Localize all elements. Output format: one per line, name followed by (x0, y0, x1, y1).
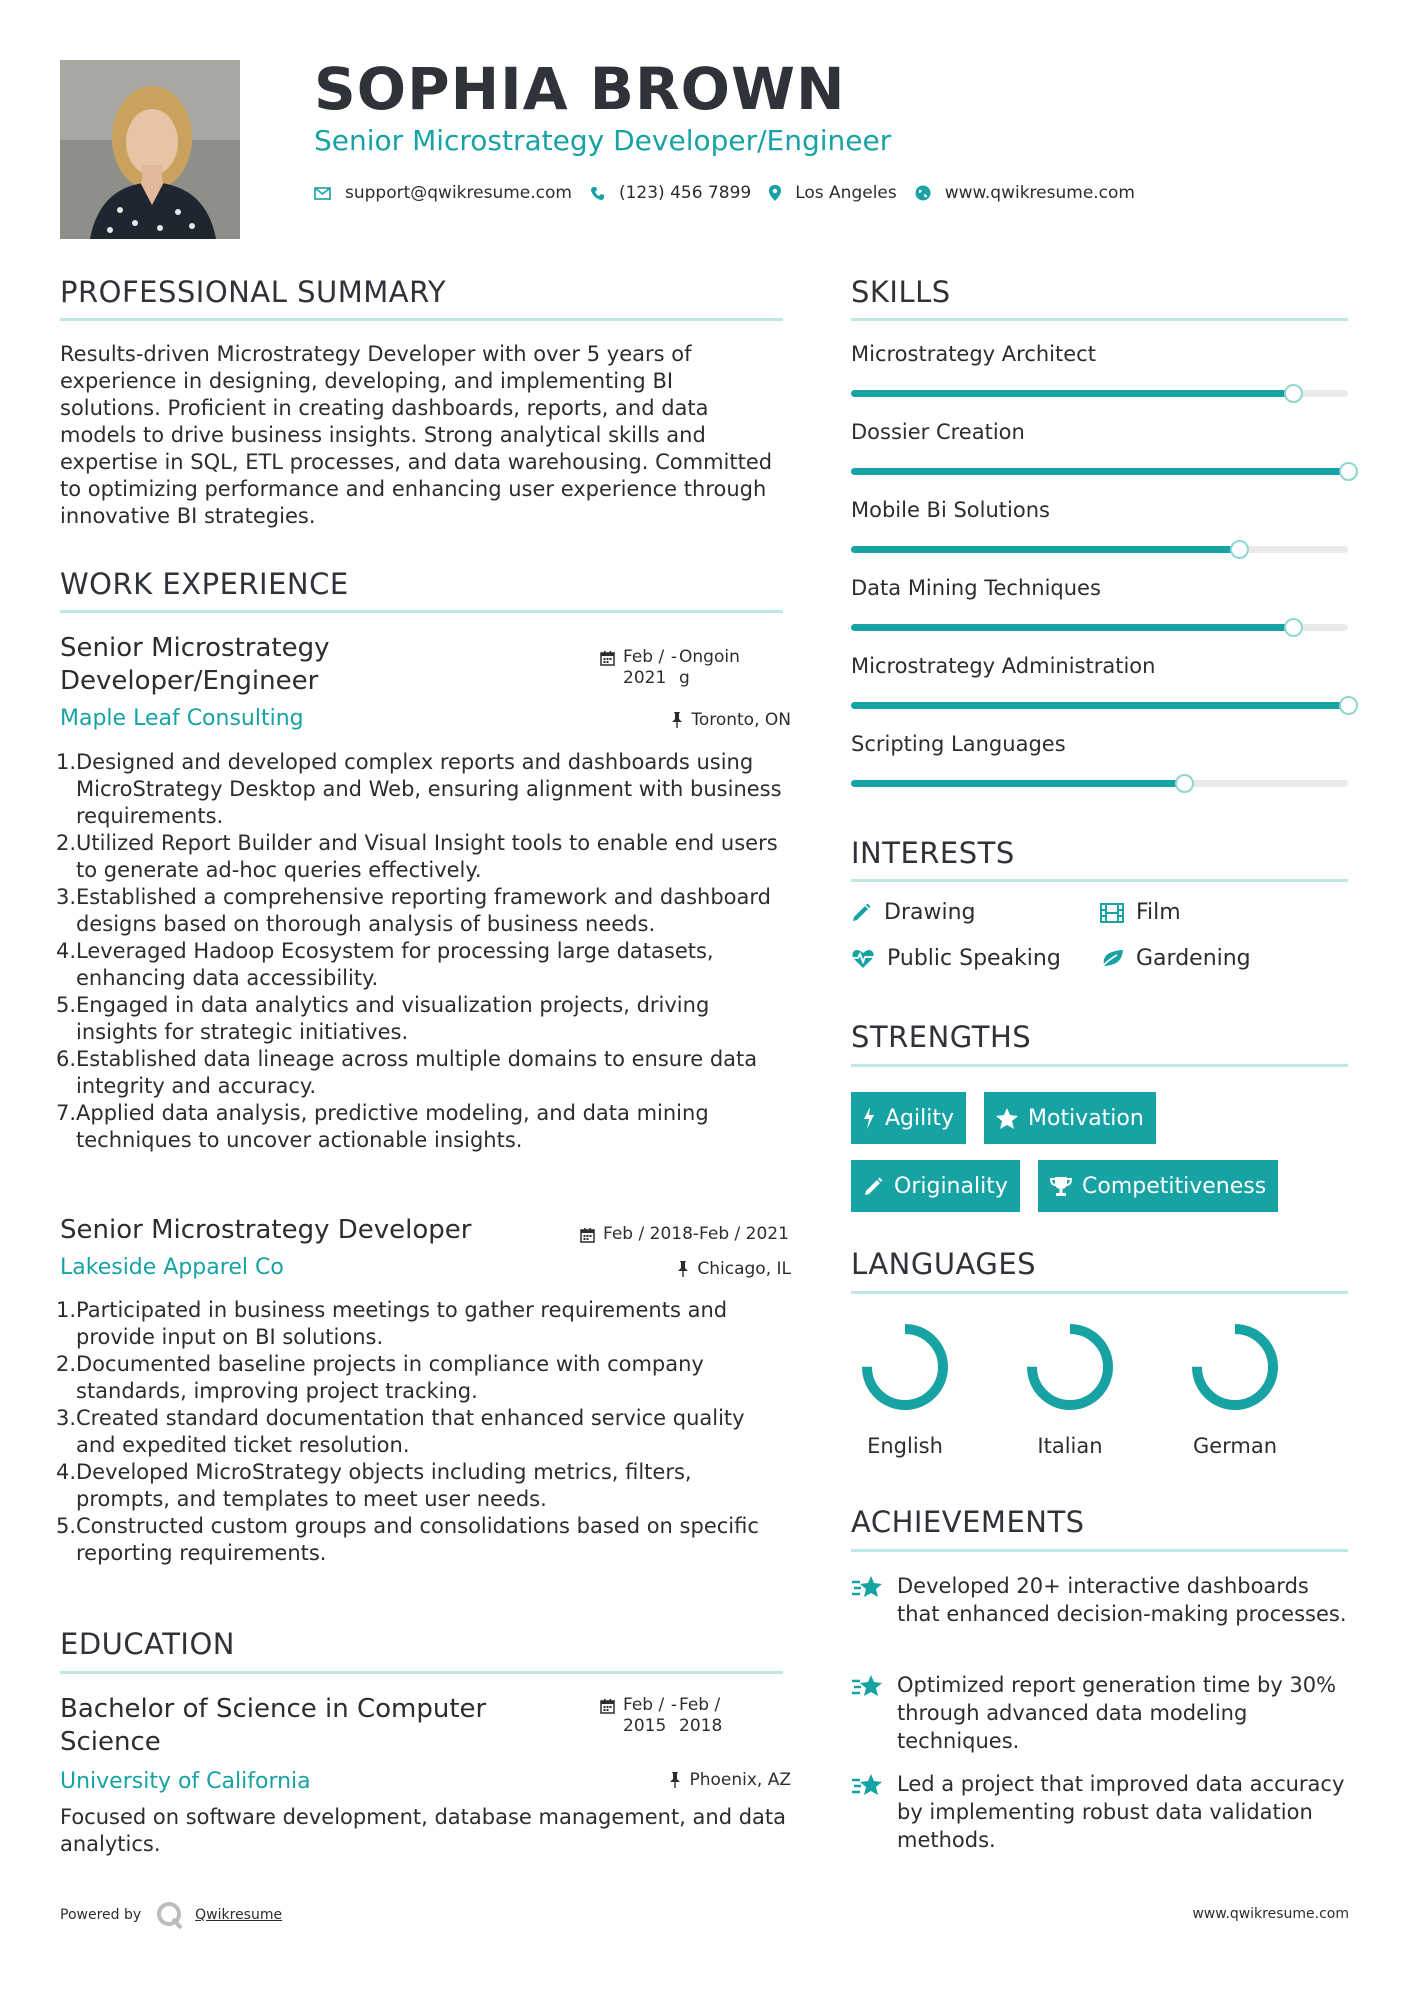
strength-label: Motivation (1028, 1105, 1144, 1131)
contact-bar (314, 178, 1153, 208)
education-description: Focused on software development, database management, and data analytics. (60, 1805, 787, 1856)
list-item: 7. Applied data analysis, predictive modeling, and data mining techniques to uncover actionable insights. (56, 1101, 709, 1152)
list-item: 1. Designed and developed complex reports and dashboards using MicroStrategy Desktop and Web, ensuring alignment with business requirements. (56, 750, 782, 828)
skill-bar (851, 468, 1348, 475)
calendar-icon (600, 1698, 615, 1714)
list-item: 5. Constructed custom groups and consolidations based on specific reporting requirements. (56, 1514, 759, 1565)
languages-divider (851, 1291, 1348, 1294)
achievement-text: Optimized report generation time by 30% through advanced data modeling techniques. (897, 1673, 1337, 1753)
brand-link[interactable]: Qwikresume (195, 1907, 283, 1923)
map-pin-icon (769, 185, 781, 201)
language-label: Italian (1037, 1434, 1103, 1458)
summary-text: Results-driven Microstrategy Developer with over 5 years of experience in designing, developing, and implementing BI solutions. Proficient in creating dashboards, reports, and data models to drive business insights. Strong analytical skills and expertise in SQL, ETL processes, and data warehousing. Committed to optimizing performance and enhancing user experience through innovative BI strategies. (60, 342, 773, 528)
film-icon (1100, 903, 1124, 923)
skill-label: Data Mining Techniques (851, 576, 1101, 600)
education-date-start: Feb / 2015 (623, 1695, 667, 1736)
pushpin-icon (669, 1772, 681, 1788)
interest-label: Public Speaking (887, 946, 1061, 971)
star-icon (996, 1108, 1018, 1129)
languages-heading: LANGUAGES (851, 1247, 1037, 1281)
strength-badge-competitiveness (1038, 1160, 1278, 1212)
skill-bar (851, 546, 1348, 553)
language-ring (1180, 1312, 1290, 1422)
strength-label: Originality (894, 1173, 1008, 1199)
list-item: 4. Developed MicroStrategy objects including metrics, filters, prompts, and templates to meet user needs. (56, 1460, 692, 1511)
education-date-end: Feb / 2018 (679, 1695, 723, 1736)
skill-bar-fill (851, 546, 1239, 553)
list-item: 6. Established data lineage across multiple domains to ensure data integrity and accuracy. (56, 1047, 758, 1098)
list-item: 2. Documented baseline projects in compliance with company standards, improving project tracking. (56, 1352, 704, 1403)
candidate-title: Senior Microstrategy Developer/Engineer (314, 124, 892, 157)
achievement-item (851, 1671, 1351, 1755)
company-name: Lakeside Apparel Co (60, 1255, 284, 1280)
school-name: University of California (60, 1769, 311, 1794)
summary-heading: PROFESSIONAL SUMMARY (60, 275, 447, 309)
work-divider (60, 610, 783, 613)
calendar-icon (600, 650, 615, 666)
skill-bar-fill (851, 702, 1348, 709)
bolt-icon (863, 1107, 875, 1129)
pushpin-icon (677, 1261, 689, 1277)
pushpin-icon (671, 712, 683, 728)
strength-label: Agility (885, 1105, 954, 1131)
email-text: support@qwikresume.com (345, 183, 572, 203)
list-item: 1. Participated in business meetings to gather requirements and provide input on BI solutions. (56, 1298, 728, 1349)
strength-badge-motivation (984, 1092, 1156, 1144)
education-divider (60, 1671, 783, 1674)
skill-bar (851, 390, 1348, 397)
skill-bar-knob (1339, 462, 1358, 481)
envelope-icon (314, 187, 331, 200)
education-dates: Feb / 2015 - Feb / 2018 (600, 1695, 729, 1737)
list-item: 3. Established a comprehensive reporting framework and dashboard designs based on thorough analysis of business needs. (56, 885, 771, 936)
contact-location (769, 183, 897, 203)
language-ring (850, 1312, 960, 1422)
summary-divider (60, 318, 783, 321)
language-ring-arc (867, 1329, 943, 1405)
language-ring-arc (1032, 1329, 1108, 1405)
skill-bar-fill (851, 780, 1184, 787)
strength-label: Competitiveness (1082, 1173, 1267, 1199)
strength-badge-originality (851, 1160, 1020, 1212)
interests-heading: INTERESTS (851, 836, 1015, 870)
interest-drawing (851, 900, 975, 925)
interest-label: Gardening (1136, 946, 1251, 971)
leaf-icon (1100, 949, 1124, 969)
skill-bar-fill (851, 624, 1293, 631)
job-location (671, 710, 791, 730)
education-location (669, 1770, 791, 1790)
job-bullets (58, 1297, 788, 1567)
achievement-item (851, 1770, 1351, 1854)
interest-film (1100, 900, 1181, 925)
strength-badge-agility (851, 1092, 966, 1144)
skill-bar (851, 624, 1348, 631)
strengths-divider (851, 1064, 1348, 1067)
strengths-heading: STRENGTHS (851, 1020, 1032, 1054)
achievement-text: Developed 20+ interactive dashboards that enhanced decision-making processes. (897, 1574, 1347, 1626)
website-text: www.qwikresume.com (944, 183, 1135, 203)
list-item: 4. Leveraged Hadoop Ecosystem for processing large datasets, enhancing data accessibility. (56, 939, 714, 990)
skill-bar (851, 702, 1348, 709)
interest-gardening (1100, 946, 1251, 971)
language-label: English (867, 1434, 943, 1458)
pencil-icon (863, 1176, 884, 1197)
degree-title: Bachelor of Science in Computer Science (60, 1694, 487, 1757)
candidate-name: SOPHIA BROWN (314, 55, 846, 123)
job-location-text: Toronto, ON (691, 710, 791, 730)
achievements-heading: ACHIEVEMENTS (851, 1505, 1085, 1539)
heartbeat-icon (851, 948, 875, 969)
trophy-icon (1050, 1176, 1072, 1197)
skill-label: Microstrategy Architect (851, 342, 1096, 366)
star-trail-icon (851, 1772, 885, 1800)
achievement-item (851, 1572, 1351, 1628)
skills-heading: SKILLS (851, 275, 951, 309)
list-item: 3. Created standard documentation that enhanced service quality and expedited ticket resolution. (56, 1406, 745, 1457)
language-label: German (1192, 1434, 1278, 1458)
job-dates: Feb / 2021 - Ongoing (600, 647, 741, 689)
phone-icon (590, 186, 605, 201)
skill-bar-fill (851, 390, 1293, 397)
skill-label: Microstrategy Administration (851, 654, 1156, 678)
education-heading: EDUCATION (60, 1627, 236, 1661)
job-location (677, 1259, 791, 1279)
skill-bar-knob (1284, 618, 1303, 637)
achievement-text: Led a project that improved data accuracy by implementing robust data validation methods. (897, 1772, 1345, 1852)
skill-bar (851, 780, 1348, 787)
skills-divider (851, 318, 1348, 321)
education-location-text: Phoenix, AZ (689, 1770, 791, 1790)
star-trail-icon (851, 1673, 885, 1701)
interest-label: Film (1136, 900, 1181, 925)
job-bullets (58, 749, 783, 1154)
pencil-icon (851, 902, 872, 923)
job-location-text: Chicago, IL (697, 1259, 791, 1279)
work-heading: WORK EXPERIENCE (60, 567, 349, 601)
calendar-icon (580, 1227, 595, 1243)
skill-bar-knob (1339, 696, 1358, 715)
company-name: Maple Leaf Consulting (60, 706, 304, 731)
contact-email[interactable] (314, 183, 572, 203)
globe-icon (915, 185, 931, 201)
footer-url[interactable]: www.qwikresume.com (1192, 1906, 1349, 1922)
interest-public-speaking (851, 946, 1061, 971)
profile-photo (60, 60, 240, 239)
skill-label: Mobile Bi Solutions (851, 498, 1050, 522)
powered-by-text: Powered by (60, 1907, 142, 1923)
job-title: Senior Microstrategy Developer/Engineer (60, 633, 330, 696)
skill-bar-knob (1284, 384, 1303, 403)
location-text: Los Angeles (795, 183, 897, 203)
language-ring (1015, 1312, 1125, 1422)
skill-label: Dossier Creation (851, 420, 1025, 444)
skill-bar-knob (1230, 540, 1249, 559)
star-trail-icon (851, 1574, 885, 1602)
skill-bar-knob (1175, 774, 1194, 793)
list-item: 5. Engaged in data analytics and visualization projects, driving insights for strategic initiatives. (56, 993, 710, 1044)
interests-divider (851, 879, 1348, 882)
qwikresume-logo-icon (155, 1901, 185, 1929)
phone-text: (123) 456 7899 (618, 183, 752, 203)
language-ring-arc (1197, 1329, 1273, 1405)
contact-website[interactable] (915, 183, 1135, 203)
job-date-range: Feb / 2018-Feb / 2021 (603, 1224, 789, 1244)
contact-phone[interactable] (590, 183, 751, 203)
list-item: 2. Utilized Report Builder and Visual Insight tools to enable end users to generate ad-hoc queries effectively. (56, 831, 778, 882)
skill-label: Scripting Languages (851, 732, 1066, 756)
job-date-start: Feb / 2021 (623, 647, 667, 688)
skill-bar-fill (851, 468, 1348, 475)
job-date-end: Ongoing (679, 647, 740, 688)
job-title: Senior Microstrategy Developer (60, 1215, 472, 1245)
job-dates (580, 1224, 789, 1245)
footer-powered-by (60, 1901, 282, 1929)
achievements-divider (851, 1549, 1348, 1552)
interest-label: Drawing (884, 900, 976, 925)
